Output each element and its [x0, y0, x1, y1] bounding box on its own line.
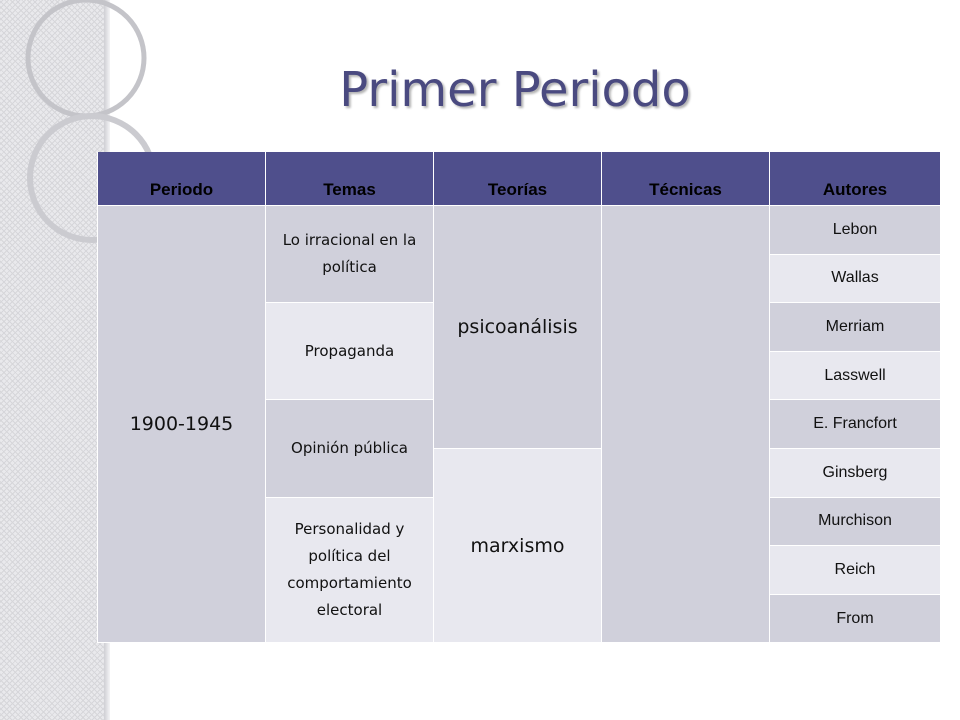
- autor-lasswell: Lasswell: [770, 351, 941, 400]
- autor-merriam: Merriam: [770, 303, 941, 352]
- periods-table: [97, 152, 941, 643]
- autor-murchison: Murchison: [770, 497, 941, 546]
- autor-reich: Reich: [770, 546, 941, 595]
- header-temas: Temas: [266, 152, 434, 206]
- header-periodo: Periodo: [98, 152, 266, 206]
- autor-wallas: Wallas: [770, 254, 941, 303]
- teoria-psicoanalisis-cell: psicoanálisis: [434, 206, 602, 449]
- header-tecnicas: Técnicas: [602, 152, 770, 206]
- tema-irracional-cell: Lo irracional en la política: [266, 206, 434, 303]
- header-teorias: Teorías: [434, 152, 602, 206]
- autor-ginsberg: Ginsberg: [770, 448, 941, 497]
- tema-propaganda-cell: Propaganda: [266, 303, 434, 400]
- tecnicas-cell: [602, 206, 770, 643]
- table-row: [98, 206, 941, 255]
- periodo-cell: 1900-1945: [98, 206, 266, 643]
- slide-title: Primer Periodo: [339, 62, 691, 118]
- tema-opinion-cell: Opinión pública: [266, 400, 434, 497]
- teoria-marxismo-cell: marxismo: [434, 448, 602, 642]
- autor-lebon: Lebon: [770, 206, 941, 255]
- autor-from: From: [770, 594, 941, 643]
- table-header-row: [98, 152, 941, 206]
- tema-personalidad-cell: Personalidad y política del comportamiento electoral: [266, 497, 434, 643]
- header-autores: Autores: [770, 152, 941, 206]
- autor-e-francfort: E. Francfort: [770, 400, 941, 449]
